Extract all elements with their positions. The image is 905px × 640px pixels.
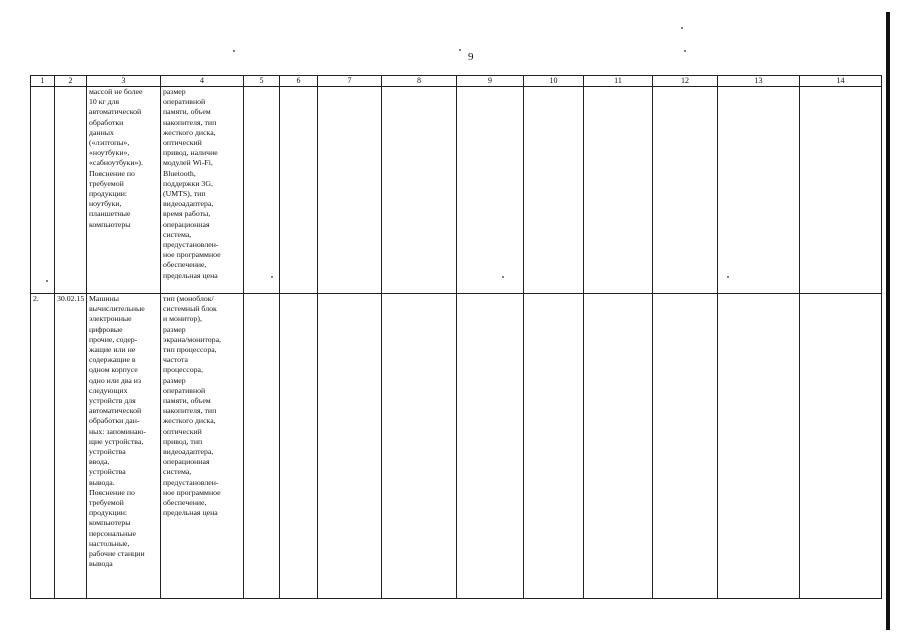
empty-cell <box>718 294 800 599</box>
page-number: 9 <box>468 51 474 63</box>
empty-cell <box>457 87 524 294</box>
empty-cell <box>318 294 382 599</box>
empty-cell <box>280 294 318 599</box>
column-header: 6 <box>280 76 318 87</box>
column-header: 12 <box>653 76 718 87</box>
data-table <box>30 75 882 599</box>
empty-cell <box>524 294 584 599</box>
empty-cell <box>280 87 318 294</box>
empty-cell <box>244 87 280 294</box>
column-header: 9 <box>457 76 524 87</box>
column-header: 10 <box>524 76 584 87</box>
row-number-cell <box>31 87 55 294</box>
empty-cell <box>653 87 718 294</box>
column-number-row <box>31 76 882 87</box>
column-header: 11 <box>584 76 653 87</box>
empty-cell <box>457 294 524 599</box>
scan-edge-bar <box>886 12 890 630</box>
column-header: 5 <box>244 76 280 87</box>
table-row <box>31 294 882 599</box>
column-header: 14 <box>800 76 882 87</box>
code-cell: 30.02.15 <box>55 294 87 599</box>
column-header: 4 <box>161 76 244 87</box>
row-number-cell: 2. <box>31 294 55 599</box>
code-cell <box>55 87 87 294</box>
empty-cell <box>584 294 653 599</box>
empty-cell <box>524 87 584 294</box>
table-row <box>31 87 882 294</box>
empty-cell <box>382 87 457 294</box>
scan-speck <box>684 50 686 52</box>
column-header: 8 <box>382 76 457 87</box>
empty-cell <box>318 87 382 294</box>
empty-cell <box>653 294 718 599</box>
product-name-cell: массой не более 10 кг для автоматической обработки данных («лэптопы», «ноутбуки», «сабноутбуки»). Пояснение по требуемой продукции: ноутбуки, планшетные компьютеры <box>87 87 161 294</box>
empty-cell <box>244 294 280 599</box>
column-header: 7 <box>318 76 382 87</box>
column-header: 3 <box>87 76 161 87</box>
empty-cell <box>718 87 800 294</box>
empty-cell <box>800 294 882 599</box>
scan-speck <box>681 27 683 29</box>
column-header: 1 <box>31 76 55 87</box>
empty-cell <box>382 294 457 599</box>
column-header: 2 <box>55 76 87 87</box>
empty-cell <box>800 87 882 294</box>
scan-speck <box>459 49 461 51</box>
empty-cell <box>584 87 653 294</box>
scan-speck <box>233 50 235 52</box>
characteristics-cell: тип (моноблок/ системный блок и монитор), размер экрана/монитора, тип процессора, частота процессора, размер оперативной памяти, объем накопителя, тип жесткого диска, оптический привод, тип видеоадаптера, операционная система, предустановлен- ное программное обеспечение, предельная цена <box>161 294 244 599</box>
column-header: 13 <box>718 76 800 87</box>
product-name-cell: Машины вычислительные электронные цифровые прочие, содер- жащие или не содержащие в одном корпусе одно или два из следующих устройств для автоматической обработки дан- ных: запоминаю- щие устройства, устройства ввода, устройства вывода. Пояснение по требуемой продукции: компьютеры персональные настольные, рабочие станции вывода <box>87 294 161 599</box>
characteristics-cell: размер оперативной памяти, объем накопителя, тип жесткого диска, оптический привод, наличие модулей Wi-Fi, Bluetooth, поддержки 3G, (UMTS), тип видеоадаптера, время работы, операционная система, предустановлен- ное программное обеспечение, предельная цена <box>161 87 244 294</box>
